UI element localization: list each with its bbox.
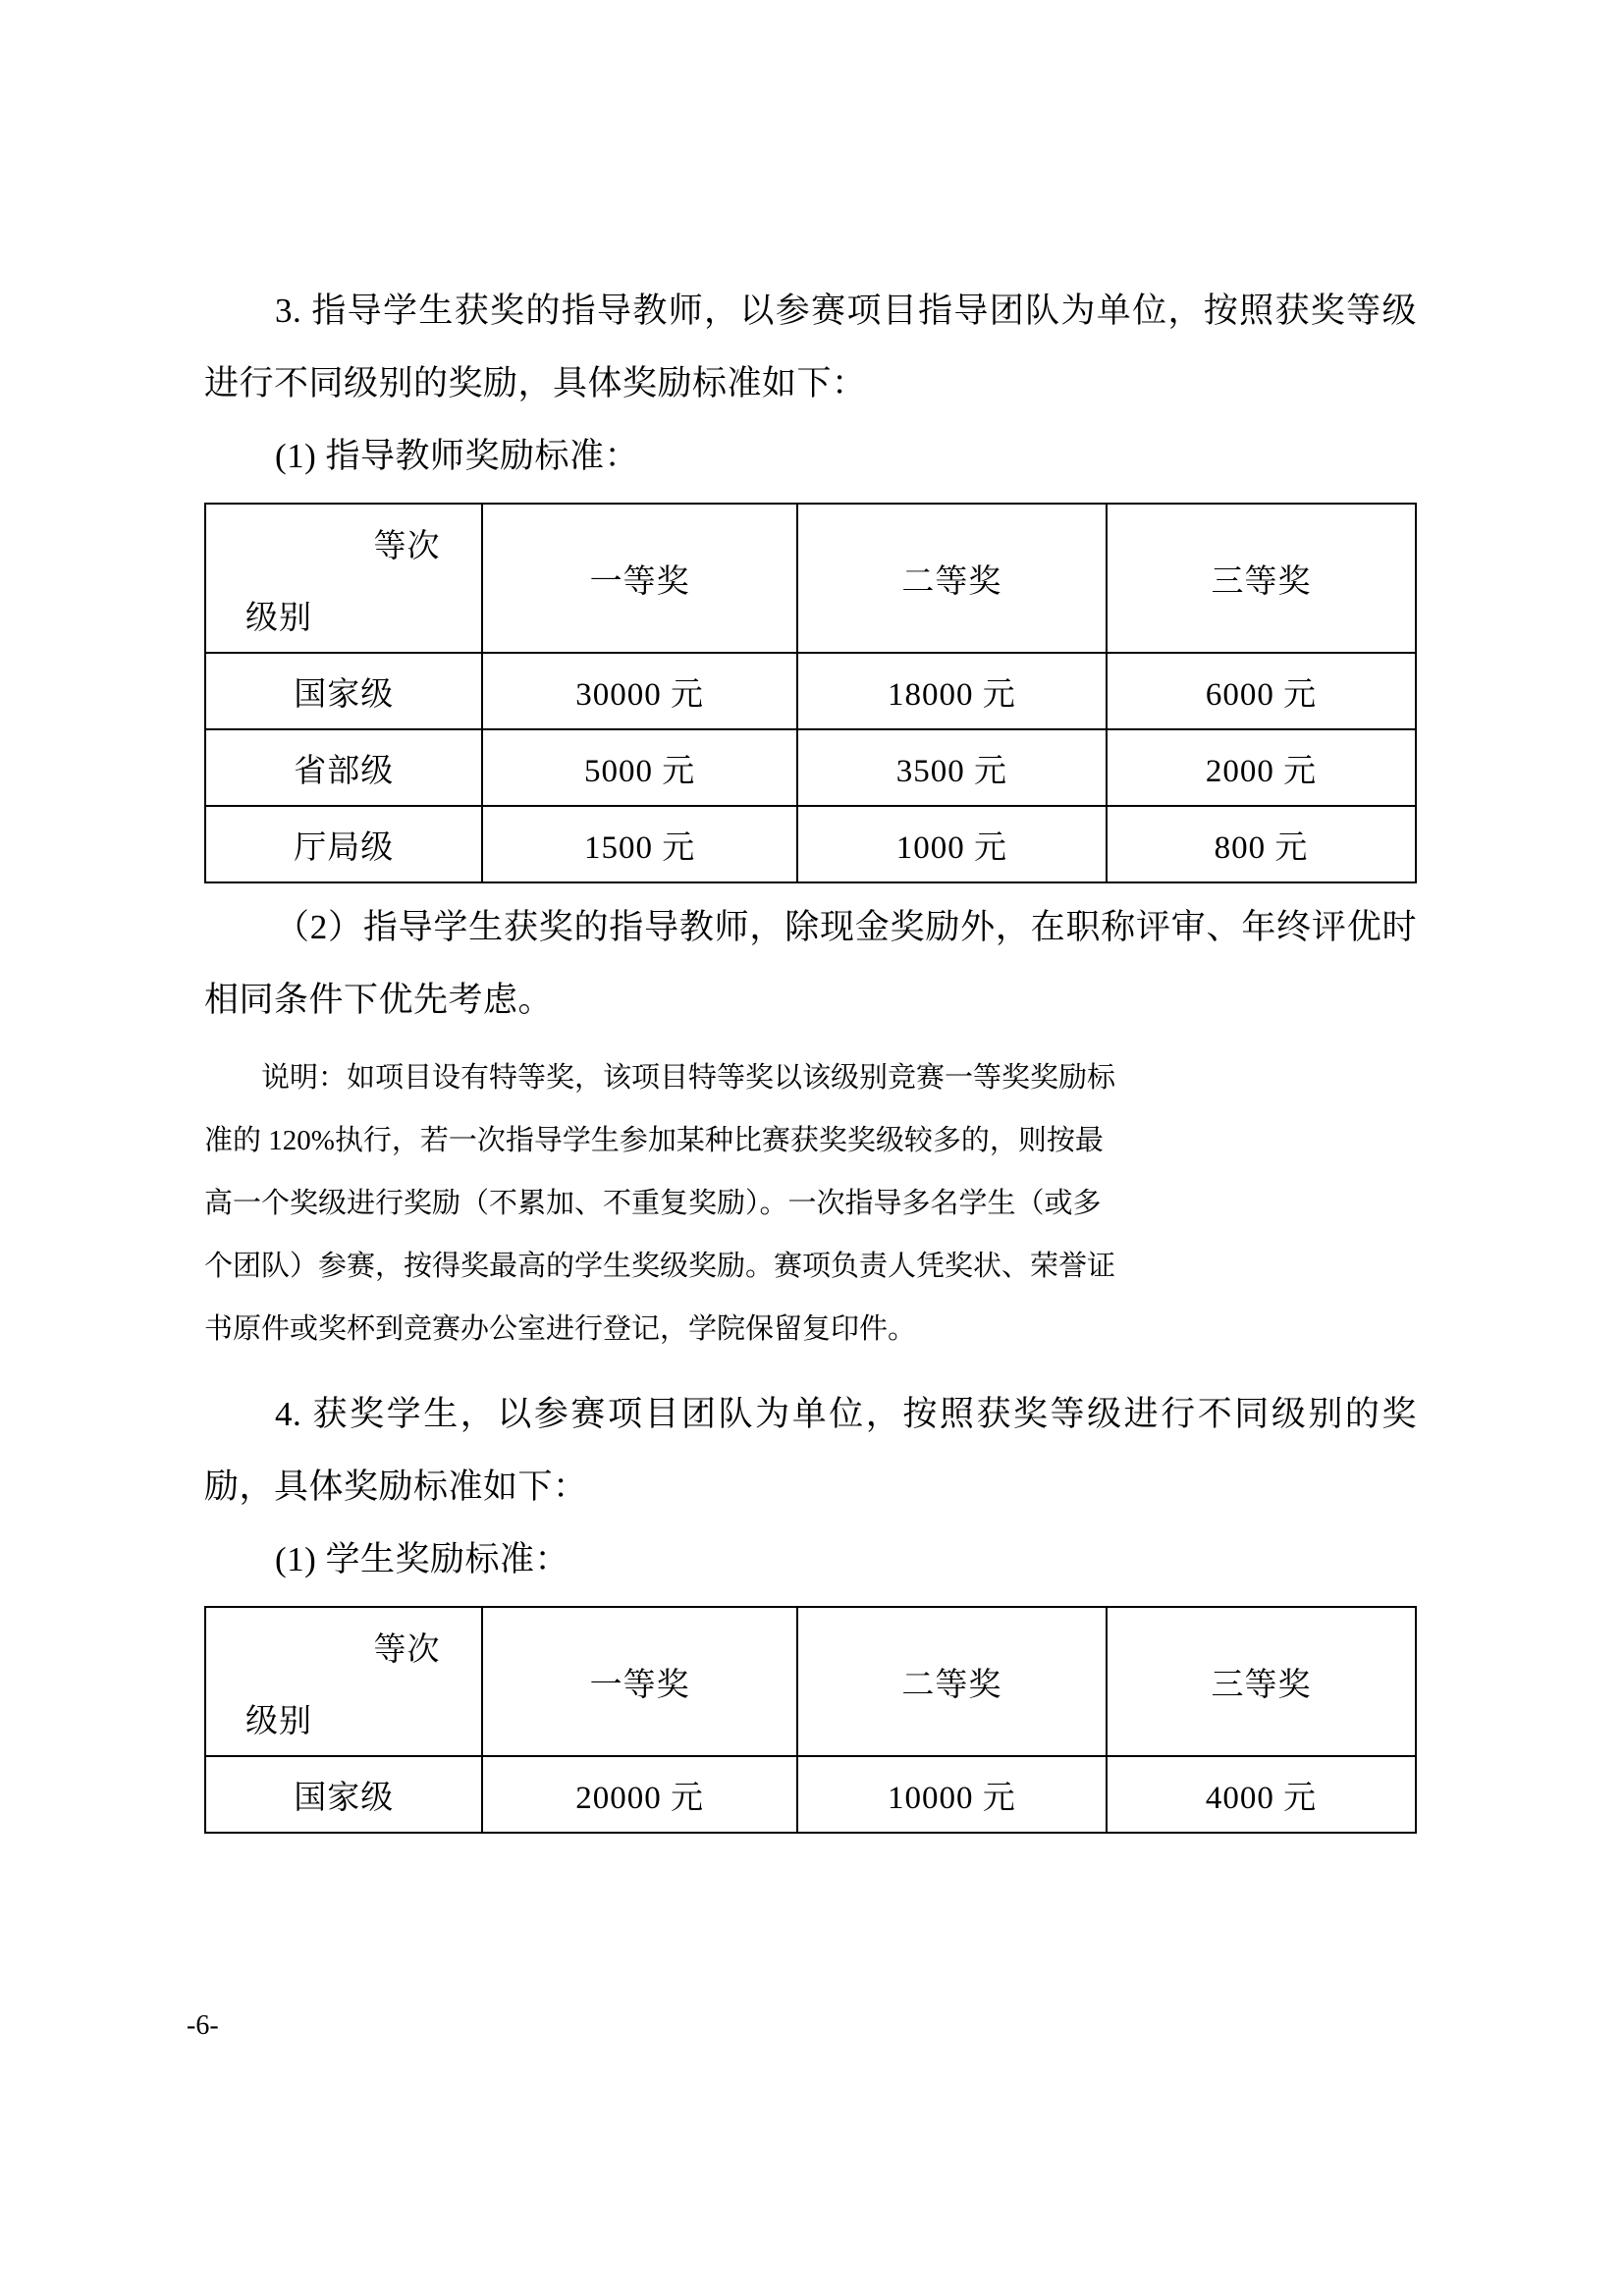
cell-provincial-third: 2000 元 xyxy=(1107,729,1416,806)
cell-national-third: 6000 元 xyxy=(1107,653,1416,729)
student-award-table xyxy=(204,1606,1417,1834)
corner-label-grade: 等次 xyxy=(373,529,441,564)
table-row xyxy=(205,653,1416,729)
spacer xyxy=(204,1361,1417,1378)
row-label-national: 国家级 xyxy=(205,653,482,729)
column-header-third-prize: 三等奖 xyxy=(1107,1607,1416,1756)
paragraph-item4: 4. 获奖学生，以参赛项目团队为单位，按照获奖等级进行不同级别的奖励，具体奖励标准如下： xyxy=(204,1395,1417,1506)
column-header-first-prize: 一等奖 xyxy=(482,1607,796,1756)
table-row xyxy=(205,729,1416,806)
corner-label-level: 级别 xyxy=(245,1704,312,1739)
note-line-3: 高一个奖级进行奖励（不累加、不重复奖励）。一次指导多名学生（或多 xyxy=(204,1188,1102,1219)
cell-national-first: 30000 元 xyxy=(482,653,796,729)
row-label-bureau: 厅局级 xyxy=(205,806,482,882)
table-header-row xyxy=(205,1607,1416,1756)
note-line-5: 书原件或奖杯到竞赛办公室进行登记，学院保留复印件。 xyxy=(204,1313,917,1345)
column-header-second-prize: 二等奖 xyxy=(797,1607,1107,1756)
page-content xyxy=(204,275,1417,1842)
paragraph-item3: 3. 指导学生获奖的指导教师，以参赛项目指导团队为单位，按照获奖等级进行不同级别的奖励，具体奖励标准如下： xyxy=(204,292,1417,402)
cell-national-second: 10000 元 xyxy=(797,1756,1107,1833)
table-corner-cell xyxy=(205,504,482,653)
table-row xyxy=(205,806,1416,882)
note-line-2: 准的 120%执行，若一次指导学生参加某种比赛获奖奖级较多的，则按最 xyxy=(204,1125,1104,1156)
note-line-4: 个团队）参赛，按得奖最高的学生奖级奖励。赛项负责人凭奖状、荣誉证 xyxy=(204,1251,1116,1282)
corner-label-level: 级别 xyxy=(245,601,312,636)
column-header-first-prize: 一等奖 xyxy=(482,504,796,653)
paragraph-item3-2: （2）指导学生获奖的指导教师，除现金奖励外，在职称评审、年终评优时相同条件下优先考虑。 xyxy=(204,908,1417,1019)
teacher-award-table xyxy=(204,503,1417,883)
cell-provincial-first: 5000 元 xyxy=(482,729,796,806)
row-label-provincial: 省部级 xyxy=(205,729,482,806)
table-row xyxy=(205,1756,1416,1833)
table-header-row xyxy=(205,504,1416,653)
spacer xyxy=(204,1037,1417,1046)
paragraph-item3-1: (1) 指导教师奖励标准： xyxy=(275,437,640,475)
paragraph-item4-1: (1) 学生奖励标准： xyxy=(275,1540,570,1578)
corner-label-grade: 等次 xyxy=(373,1632,441,1668)
table-corner-cell xyxy=(205,1607,482,1756)
row-label-national: 国家级 xyxy=(205,1756,482,1833)
cell-national-first: 20000 元 xyxy=(482,1756,796,1833)
cell-bureau-first: 1500 元 xyxy=(482,806,796,882)
cell-national-second: 18000 元 xyxy=(797,653,1107,729)
column-header-third-prize: 三等奖 xyxy=(1107,504,1416,653)
cell-provincial-second: 3500 元 xyxy=(797,729,1107,806)
page-number: -6- xyxy=(187,2010,219,2041)
note-line-1: 说明：如项目设有特等奖，该项目特等奖以该级别竞赛一等奖奖励标 xyxy=(261,1062,1116,1094)
column-header-second-prize: 二等奖 xyxy=(797,504,1107,653)
cell-national-third: 4000 元 xyxy=(1107,1756,1416,1833)
cell-bureau-second: 1000 元 xyxy=(797,806,1107,882)
cell-bureau-third: 800 元 xyxy=(1107,806,1416,882)
